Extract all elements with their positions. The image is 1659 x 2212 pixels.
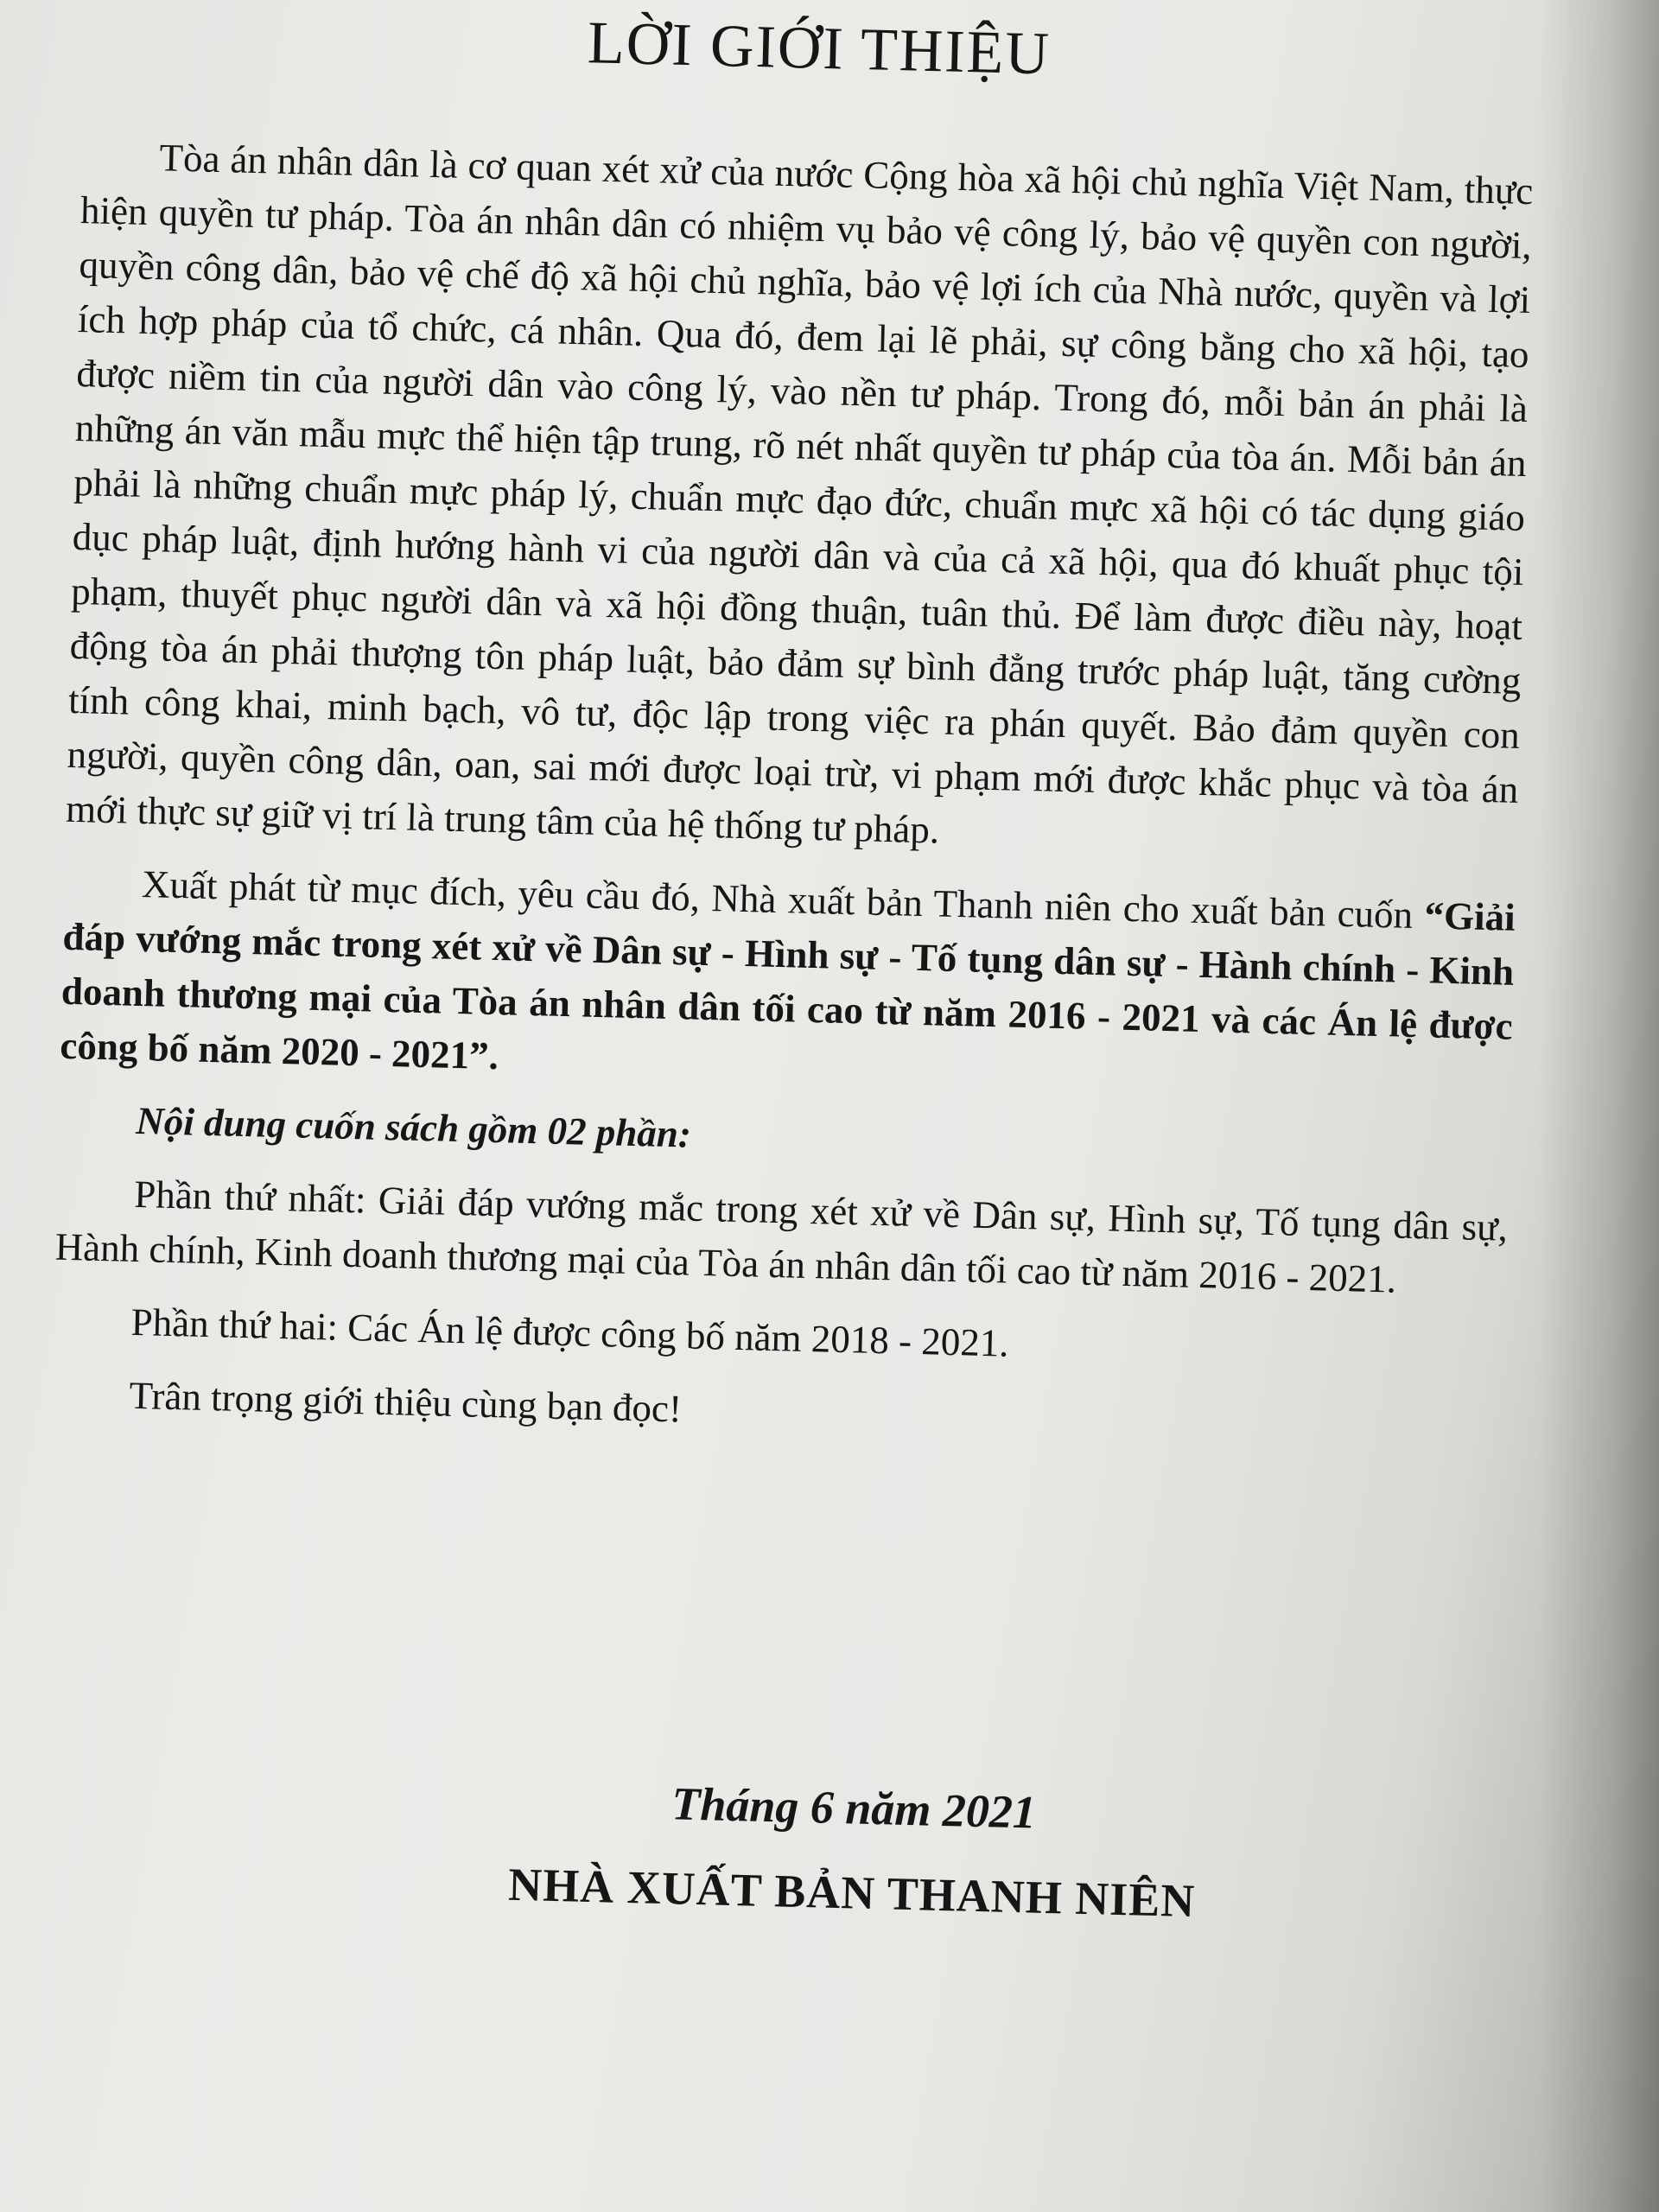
book-title-text: “Giải đáp vướng mắc trong xét xử về Dân sự - Hình sự - Tố tụng dân sự - Hành chính - Kinh doanh thương mại của Tòa án nhân dân tối cao từ năm 2016 - 2021 và các Án lệ được công bố năm 2020 - 2021”. — [59, 893, 1516, 1078]
signature-block — [13, 1761, 1536, 1936]
signature-publisher: NHÀ XUẤT BẢN THANH NIÊN — [507, 1858, 1196, 1928]
signature-date: Tháng 6 năm 2021 — [671, 1777, 1037, 1839]
page-edge-shadow — [1538, 0, 1659, 2212]
publication-intro-text: Xuất phát từ mục đích, yêu cầu đó, Nhà xuất bản Thanh niên cho xuất bản cuốn — [141, 861, 1426, 938]
page-content — [6, 0, 1580, 2212]
publication-paragraph — [60, 855, 1516, 1109]
part-one-paragraph: Phần thứ nhất: Giải đáp vướng mắc trong xét xử về Dân sự, Hình sự, Tố tụng dân sự, Hành chính, Kinh doanh thương mại của Tòa án nhân dân tối cao từ năm 2016 - 2021. — [54, 1172, 1509, 1301]
page-title: LỜI GIỚI THIỆU — [587, 10, 1052, 88]
intro-paragraph: Tòa án nhân dân là cơ quan xét xử của nước Cộng hòa xã hội chủ nghĩa Việt Nam, thực hiện quyền tư pháp. Tòa án nhân dân có nhiệm vụ bảo vệ công lý, bảo vệ quyền con người, quyền công dân, bảo vệ chế độ xã hội chủ nghĩa, bảo vệ lợi ích của Nhà nước, quyền và lợi ích hợp pháp của tổ chức, cá nhân. Qua đó, đem lại lẽ phải, sự công bằng cho xã hội, tạo được niềm tin của người dân vào công lý, vào nền tư pháp. Trong đó, mỗi bản án phải là những án văn mẫu mực thể hiện tập trung, rõ nét nhất quyền tư pháp của tòa án. Mỗi bản án phải là những chuẩn mực pháp lý, chuẩn mực đạo đức, chuẩn mực xã hội có tác dụng giáo dục pháp luật, định hướng hành vi của người dân và của cả xã hội, qua đó khuất phục tội phạm, thuyết phục người dân và xã hội đồng thuận, tuân thủ. Để làm được điều này, hoạt động tòa án phải thượng tôn pháp luật, bảo đảm sự bình đẳng trước pháp luật, tăng cường tính công khai, minh bạch, vô tư, độc lập trong việc ra phán quyết. Bảo đảm quyền con người, quyền công dân, oan, sai mới được loại trừ, vi phạm mới được khắc phục và tòa án mới thực sự giữ vị trí là trung tâm của hệ thống tư pháp. — [65, 136, 1534, 852]
contents-lead: Nội dung cuốn sách gồm 02 phần: — [135, 1098, 692, 1156]
part-two-paragraph: Phần thứ hai: Các Án lệ được công bố năm 2018 - 2021. — [130, 1300, 1010, 1365]
page-body — [50, 129, 1534, 1476]
closing-paragraph: Trân trọng giới thiệu cùng bạn đọc! — [129, 1373, 683, 1431]
